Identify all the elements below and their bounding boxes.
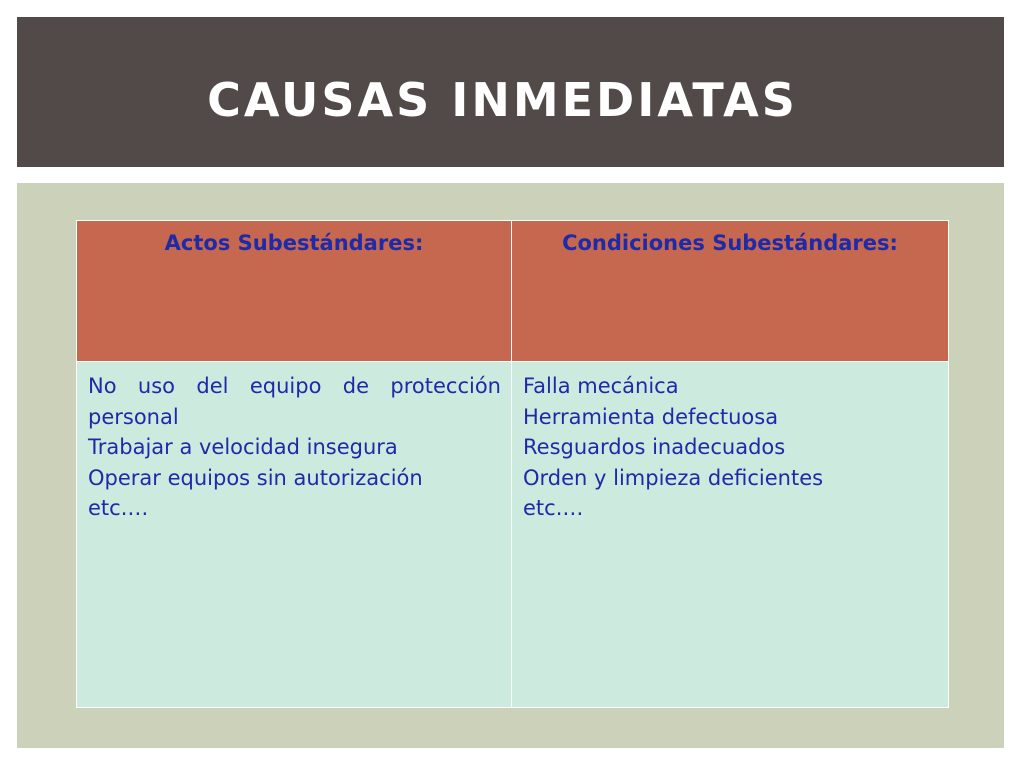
list-item: Herramienta defectuosa: [523, 404, 779, 429]
list-item: Orden y limpieza deficientes: [523, 465, 824, 490]
list-item: Falla mecánica: [523, 374, 679, 398]
list-item: Operar equipos sin autorización: [88, 465, 423, 490]
list-item: Resguardos inadecuados: [523, 435, 786, 459]
table-row: [77, 362, 949, 708]
slide-title: CAUSAS INMEDIATAS: [207, 73, 798, 127]
header-actos: Actos Subestándares:: [77, 221, 512, 362]
list-item: etc.…: [523, 496, 584, 520]
list-item: No uso del equipo de protección: [88, 374, 501, 398]
causes-table: [76, 220, 949, 708]
condiciones-list: [512, 362, 949, 708]
actos-list: [77, 362, 512, 708]
title-bar: [17, 17, 1004, 167]
list-item: personal: [88, 404, 179, 429]
list-item: Trabajar a velocidad insegura: [88, 435, 398, 459]
list-item: etc.…: [88, 496, 149, 520]
header-condiciones: Condiciones Subestándares:: [512, 221, 949, 362]
table-header-row: [77, 221, 949, 362]
